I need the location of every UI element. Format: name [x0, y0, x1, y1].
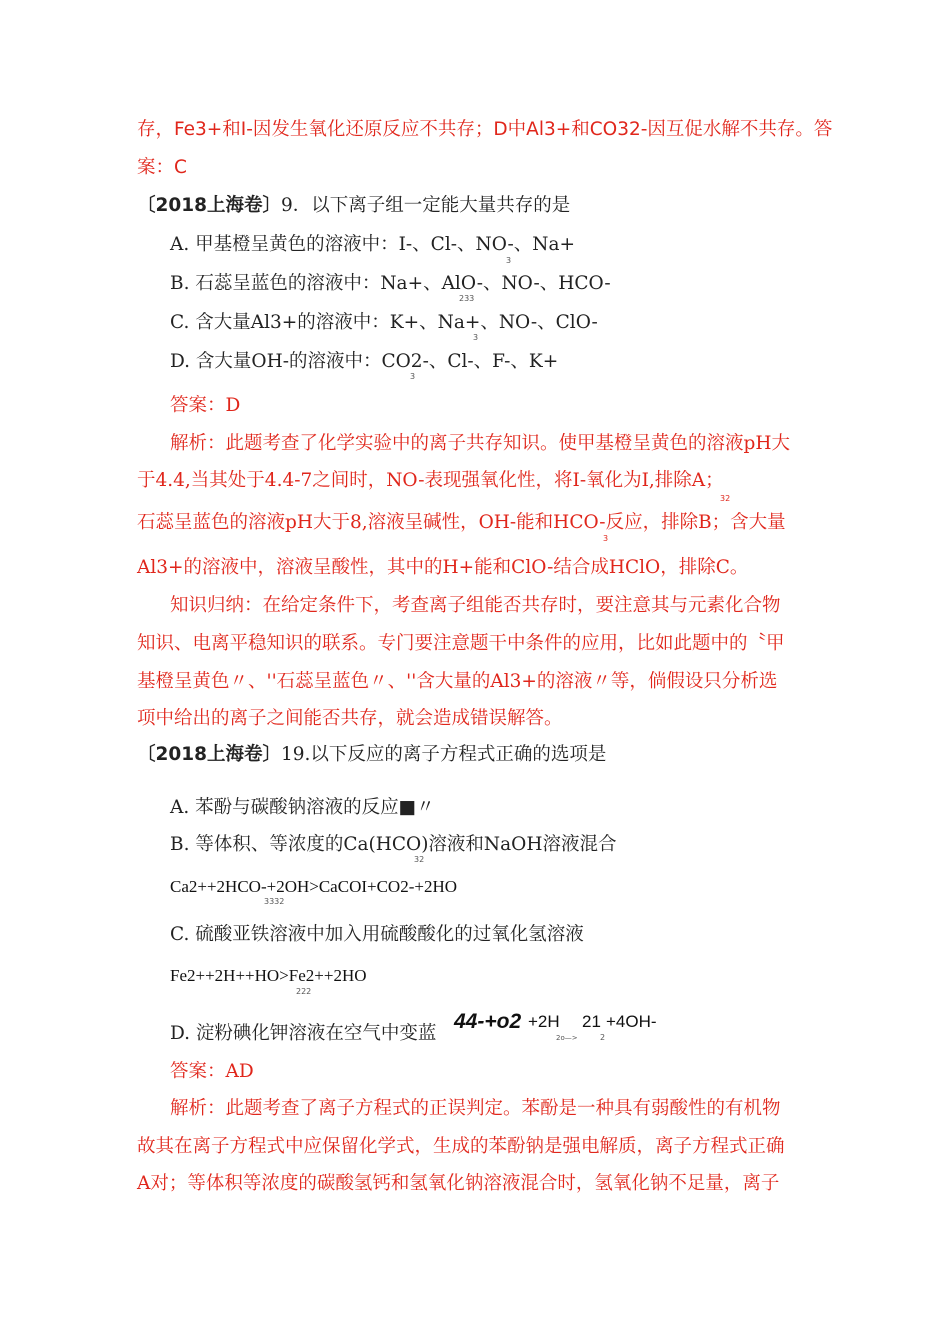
subscript: 233: [459, 294, 475, 303]
explanation-line: A对；等体积等浓度的碳酸氢钙和氢氧化钠溶液混合时，氢氧化钠不足量，离子: [137, 1173, 780, 1194]
subscript: 32: [720, 494, 731, 503]
explanation-line: 石蕊呈蓝色的溶液pH大于8,溶液呈碱性，OH-能和HCO-反应，排除B；含大量: [137, 512, 786, 533]
equation-fragment: +2H: [528, 1012, 560, 1031]
equation-fragment: 21: [582, 1012, 601, 1031]
explanation-line: 解析：此题考查了化学实验中的离子共存知识。使甲基橙呈黄色的溶液pH大: [170, 433, 790, 454]
equation: Ca2++2HCO-+2OH>CaCOI+CO2-+2HO: [170, 877, 458, 896]
option-c: C. 含大量Al3+的溶液中：K+、Na+、NO-、ClO-: [170, 312, 598, 333]
explanation-line: 解析：此题考查了离子方程式的正误判定。苯酚是一种具有弱酸性的有机物: [170, 1098, 781, 1119]
subscript: 2: [600, 1033, 606, 1042]
question-title: 9．以下离子组一定能大量共存的是: [281, 195, 571, 216]
option-c: C. 硫酸亚铁溶液中加入用硫酸酸化的过氧化氢溶液: [170, 924, 584, 945]
option-b: B. 等体积、等浓度的Ca(HCO)溶液和NaOH溶液混合: [170, 834, 617, 855]
text-line: 存，Fe3+和I-因发生氧化还原反应不共存；D中Al3+和CO32-因互促水解不共存。答: [137, 119, 833, 140]
question-heading: [137, 193, 570, 219]
text-line: 案：C: [137, 157, 187, 178]
subscript: 3332: [264, 897, 285, 906]
answer: 答案：D: [170, 395, 241, 416]
subscript: 222: [296, 987, 312, 996]
summary-line: 知识归纳：在给定条件下，考查离子组能否共存时，要注意其与元素化合物: [170, 595, 781, 616]
option-b: B. 石蕊呈蓝色的溶液中：Na+、AlO-、NO-、HCO-: [170, 273, 611, 294]
summary-line: 知识、电离平稳知识的联系。专门要注意题干中条件的应用，比如此题中的〝甲: [137, 633, 785, 654]
equation-fragment: +4OH-: [606, 1012, 657, 1031]
subscript: 3: [603, 534, 609, 543]
summary-line: 项中给出的离子之间能否共存，就会造成错误解答。: [137, 708, 563, 729]
option-d: D. 含大量OH-的溶液中：CO2-、Cl-、F-、K+: [170, 351, 559, 372]
subscript: 3: [506, 256, 512, 265]
equation-fragment: 44-+o2: [454, 1010, 522, 1033]
explanation-line: Al3+的溶液中，溶液呈酸性，其中的H+能和ClO-结合成HClO，排除C。: [137, 557, 749, 578]
subscript: 3: [473, 333, 479, 342]
subscript: 32: [414, 855, 425, 864]
answer: 答案：AD: [170, 1061, 254, 1082]
question-title: 19.以下反应的离子方程式正确的选项是: [281, 744, 607, 765]
question-source: 〔2018上海卷〕: [137, 744, 281, 765]
explanation-line: 故其在离子方程式中应保留化学式，生成的苯酚钠是强电解质，离子方程式正确: [137, 1136, 785, 1157]
summary-line: 基橙呈黄色〃、''石蕊呈蓝色〃、''含大量的Al3+的溶液〃等，倘假设只分析选: [137, 671, 778, 692]
question-source: 〔2018上海卷〕: [137, 195, 281, 216]
option-a: A. 苯酚与碳酸钠溶液的反应■〃: [170, 797, 435, 818]
option-a: A. 甲基橙呈黄色的溶液中：I-、Cl-、NO-、Na+: [170, 234, 576, 255]
equation: Fe2++2H++HO>Fe2++2HO: [170, 966, 367, 985]
option-d: D. 淀粉碘化钾溶液在空气中变蓝: [170, 1023, 437, 1044]
explanation-line: 于4.4,当其处于4.4-7之间时，NO-表现强氧化性，将I-氧化为I,排除A；: [137, 470, 724, 491]
subscript: 3: [410, 372, 416, 381]
question-heading: [137, 742, 606, 768]
subscript: 2o—>: [556, 1034, 578, 1042]
